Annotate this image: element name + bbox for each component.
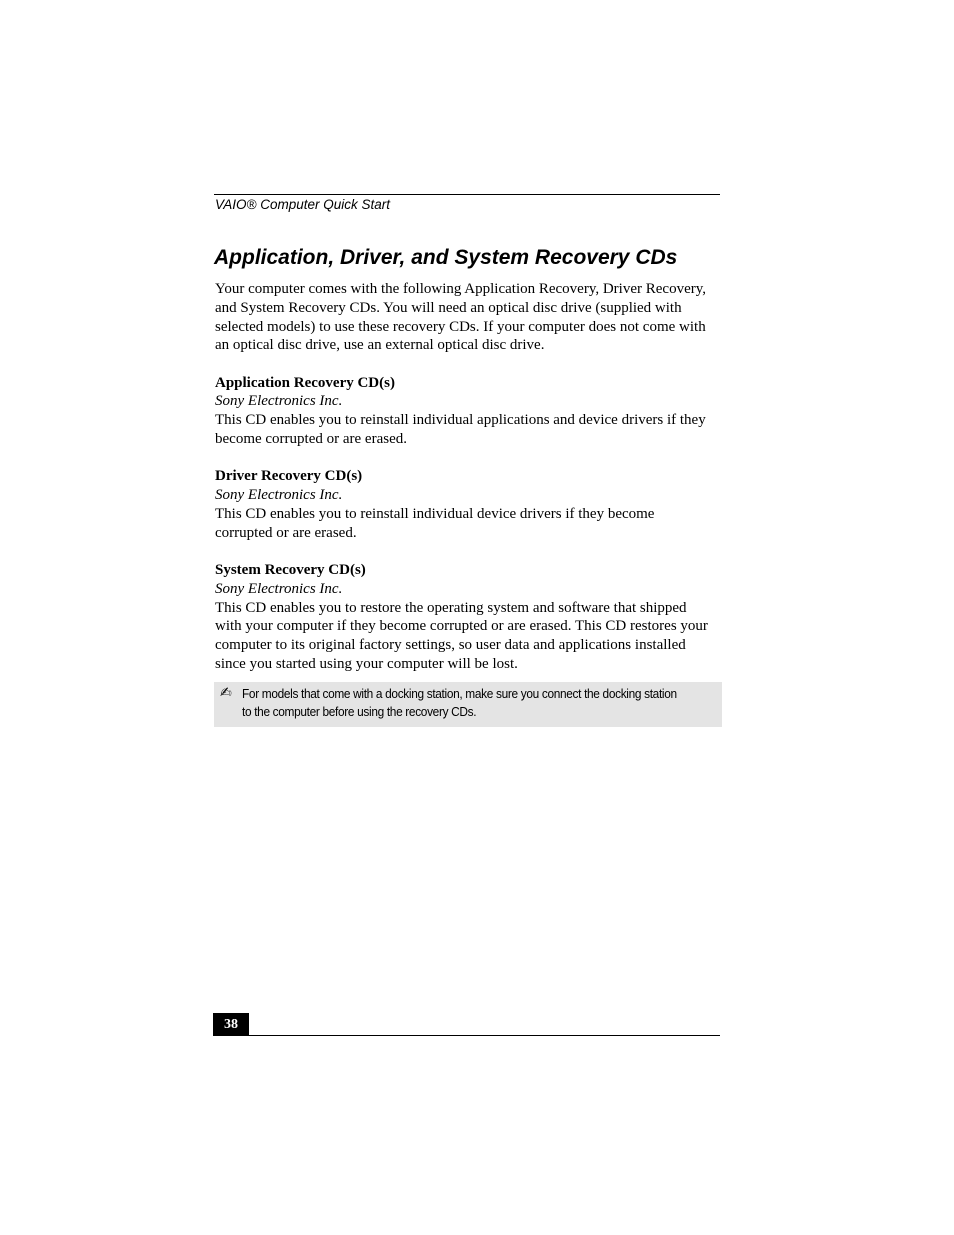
recovery-cd-entry-system — [215, 561, 715, 674]
entry-description: This CD enables you to restore the operating system and software that shipped with your computer if they become corrupted or are erased. This CD restores your computer to its original factory settings, so user data and applications installed since you started using your computer will be lost. — [215, 599, 708, 673]
main-content — [215, 280, 715, 692]
header-rule — [214, 194, 720, 195]
note-text: For models that come with a docking station, make sure you connect the docking station to the computer before using the recovery CDs. — [242, 687, 677, 719]
entry-heading: Driver Recovery CD(s) — [215, 468, 363, 485]
running-header: VAIO® Computer Quick Start — [215, 197, 391, 212]
footer-rule — [213, 1035, 720, 1036]
entry-vendor: Sony Electronics Inc. — [215, 580, 343, 597]
entry-description: This CD enables you to reinstall individual applications and device drivers if they become corrupted or are erased. — [215, 412, 706, 448]
entry-heading: Application Recovery CD(s) — [215, 374, 395, 391]
page-number: 38 — [213, 1013, 249, 1036]
recovery-cd-entry-driver — [215, 467, 715, 542]
recovery-cd-entry-application — [215, 374, 715, 449]
note-box — [214, 682, 722, 727]
writing-hand-icon: ✍ — [220, 685, 232, 701]
entry-vendor: Sony Electronics Inc. — [215, 487, 343, 504]
entry-vendor: Sony Electronics Inc. — [215, 393, 343, 410]
entry-description: This CD enables you to reinstall individual device drivers if they become corrupted or are erased. — [215, 505, 655, 541]
page-title: Application, Driver, and System Recovery CDs — [214, 246, 678, 269]
intro-paragraph: Your computer comes with the following Application Recovery, Driver Recovery, and System Recovery CDs. You will need an optical disc drive (supplied with selected models) to use these recovery CDs. If your computer does not come with an optical disc drive, use an external optical disc drive. — [215, 281, 707, 354]
entry-heading: System Recovery CD(s) — [215, 562, 366, 579]
